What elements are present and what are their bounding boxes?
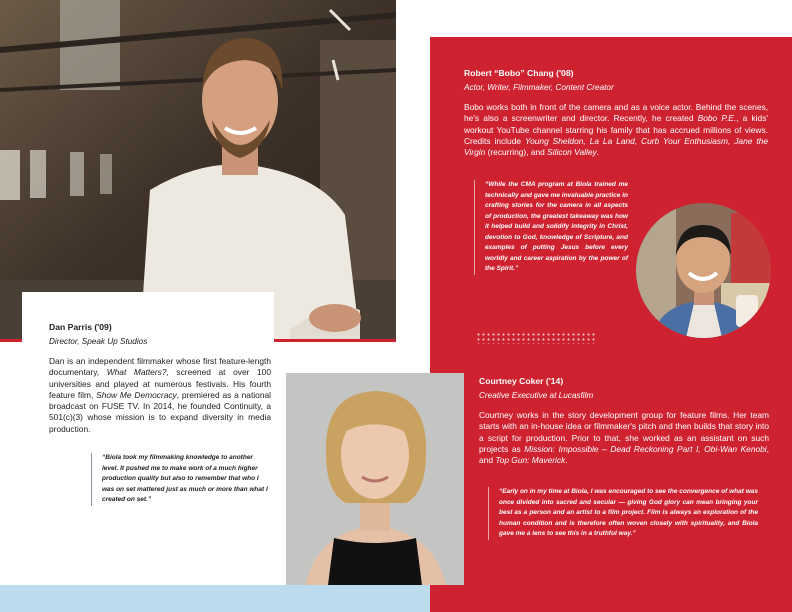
dan-parris-photo xyxy=(0,0,396,340)
courtney-coker-name: Courtney Coker ('14) xyxy=(479,376,564,386)
dan-parris-bio: Dan is an independent filmmaker whose first feature-length documentary, What Matters?, screened at over 100 universities and played at numerous festivals. His fourth feature film, Show Me Democracy, premiered as a national broadcast on FUSE TV. In 2014, he founded Continuity, a 501(c)(3) whose mission is to expand diversity in media production. xyxy=(49,356,271,434)
robert-chang-bio: Bobo works both in front of the camera and as a voice actor. Behind the scenes, he's also a screenwriter and director. Recently, he created Bobo P.E., a kids' workout YouTube channel starring his family that has accrued millions of views. Credits include Young Sheldon, La La Land, Curb Your Enthusiasm, Jane the Virgin (recurring), and Silicon Valley. xyxy=(464,102,768,158)
robert-chang-role: Actor, Writer, Filmmaker, Content Creator xyxy=(464,83,614,92)
dot-pattern-decoration xyxy=(476,332,596,344)
courtney-coker-block xyxy=(479,376,769,466)
blue-footer-strip xyxy=(0,585,430,612)
robert-chang-block xyxy=(464,68,768,158)
dan-parris-role: Director, Speak Up Studios xyxy=(49,337,148,346)
courtney-coker-photo xyxy=(286,373,464,585)
courtney-coker-role: Creative Executive at Lucasfilm xyxy=(479,391,594,400)
dan-parris-name: Dan Parris ('09) xyxy=(49,322,112,332)
robert-chang-name: Robert “Bobo” Chang ('08) xyxy=(464,68,574,78)
courtney-coker-quote: “Early on in my time at Biola, I was encouraged to see the convergence of what was once divided into sacred and secular — giving God glory can mean bringing your best as a person and an artist to a film project. Film is always an exploration of the human condition and is therefore often woven closely with spirituality, and Biola gave me a lens to see this in a truthful way.” xyxy=(488,487,758,540)
robert-chang-quote: “While the CMA program at Biola trained me technically and gave me invaluable practice in crafting stories for the camera in all aspects of production, the greatest takeaway was how it helped build and solidify integrity in Christ, devotion to God, knowledge of Scripture, and examples of putting Jesus before every worldly and career aspiration by the power of the Spirit.” xyxy=(474,180,628,275)
courtney-coker-bio: Courtney works in the story development group for feature films. Her team starts with an in-house idea or filmmaker's pitch and then builds that story into a script for production. Prior to that, she worked as an assistant on such projects as Mission: Impossible – Dead Reckoning Part I, Obi-Wan Kenobi, and Top Gun: Maverick. xyxy=(479,410,769,466)
dan-parris-card xyxy=(22,292,274,585)
dan-parris-quote: “Biola took my filmmaking knowledge to another level. It pushed me to make work of a much higher production quality but also to remember that who I was on set mattered just as much or more than what I created on set.” xyxy=(91,453,271,506)
robert-chang-photo xyxy=(636,203,771,338)
